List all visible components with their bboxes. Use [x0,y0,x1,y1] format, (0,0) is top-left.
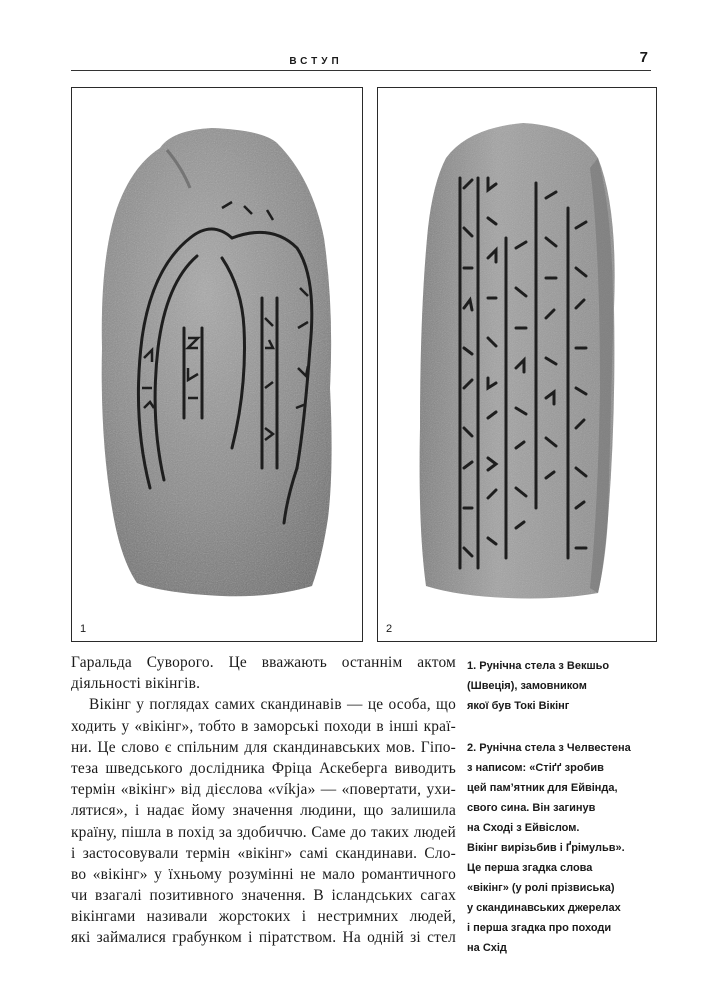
caption-line: цей пам’ятник для Ейвінда, [467,782,618,794]
body-line: країну, пішла в похід за здобиччю. Саме до таких людей [71,823,456,841]
body-line: діяльності вікінгів. [71,675,201,693]
caption-line: і перша згадка про походи [467,922,612,934]
caption-line: 1. Рунічна стела з Векшьо [467,660,610,672]
caption-line: у скандинавських джерелах [467,902,621,914]
figure-2-frame [377,87,657,642]
caption-line: Це перша згадка слова [467,862,593,874]
runestone-kalvesten-image [378,88,656,641]
header-divider [71,70,651,71]
figure-1-caption [467,656,667,716]
main-body-text [71,652,456,949]
body-line: які займалися грабунком і піратством. На одній зі стел [71,929,456,947]
body-line: вікінгами називали жорстоких і нестримних людей, [71,908,456,926]
caption-line: на Схід [467,942,507,954]
running-header [71,49,648,70]
figure-1-frame [71,87,363,642]
caption-line: 2. Рунічна стела з Челвестена [467,742,631,754]
caption-line: на Сході з Ейвіслом. [467,822,580,834]
figure-1-number: 1 [80,623,87,635]
body-line: Гаральда Суворого. Це вважають останнім актом [71,654,456,671]
caption-line: якої був Токі Вікінг [467,700,570,712]
body-line: чи взагалі позитивного значення. В ісландських сагах [71,887,456,905]
figure-2-number: 2 [386,623,393,635]
body-line: лятися», і надає йому значення людини, що залишила [71,802,456,820]
section-title: ВСТУП [289,56,343,67]
body-line: і застосовували термін «вікінг» самі скандинави. Сло- [71,844,456,862]
body-line: термін «вікінг» від дієслова «víkja» — «повертати, ухи- [71,781,456,799]
caption-line: свого сина. Він загинув [467,802,596,814]
body-line: ни. Це слово є спільним для скандинавських мов. Гіпо- [71,738,456,756]
figure-2-caption [467,738,667,958]
caption-line: (Швеція), замовником [467,680,587,692]
body-line: теза шведського дослідника Фріца Аскеберга виводить [71,759,456,777]
caption-line: з написом: «Стіґґ зробив [467,762,604,774]
runestone-vaxjo-image [72,88,362,641]
page-number: 7 [639,49,648,66]
body-line: Вікінг у поглядах самих скандинавів — це особа, що [89,696,456,714]
body-line: во «вікінг» у їхньому розумінні не мало романтичного [71,865,456,883]
caption-line: «вікінг» (у ролі прізвиська) [467,882,615,894]
caption-line: Вікінг вирізьбив і Ґрімульв». [467,842,625,854]
body-line: ходить у «вікінг», тобто в заморські походи в інші краї- [71,717,456,735]
